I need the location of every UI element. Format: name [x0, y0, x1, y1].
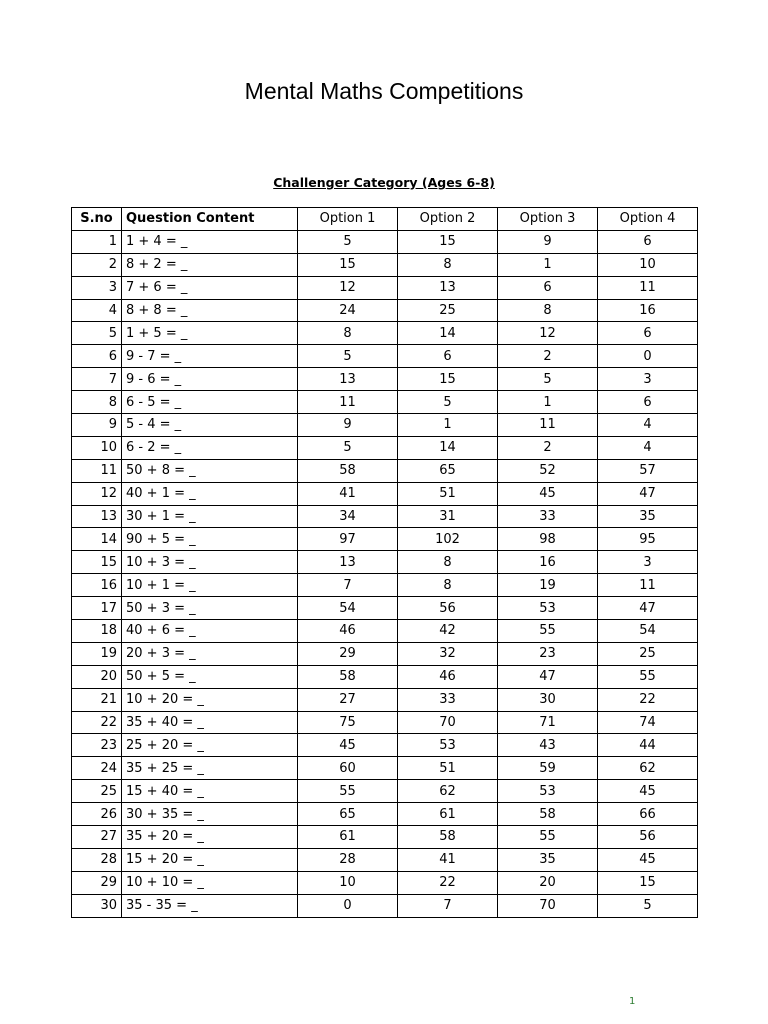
- cell-question: 50 + 3 = _: [122, 597, 298, 620]
- cell-option-2: 14: [398, 322, 498, 345]
- cell-option-4: 74: [598, 711, 698, 734]
- cell-sno: 23: [72, 734, 122, 757]
- cell-option-3: 53: [498, 597, 598, 620]
- cell-option-3: 45: [498, 482, 598, 505]
- cell-question: 35 + 20 = _: [122, 826, 298, 849]
- cell-option-3: 5: [498, 368, 598, 391]
- cell-option-1: 65: [298, 803, 398, 826]
- cell-sno: 7: [72, 368, 122, 391]
- cell-option-4: 25: [598, 642, 698, 665]
- cell-sno: 29: [72, 871, 122, 894]
- cell-option-1: 5: [298, 436, 398, 459]
- cell-option-4: 45: [598, 780, 698, 803]
- cell-option-2: 65: [398, 459, 498, 482]
- cell-option-3: 9: [498, 230, 598, 253]
- cell-option-1: 97: [298, 528, 398, 551]
- table-row: [72, 597, 698, 620]
- cell-question: 6 - 2 = _: [122, 436, 298, 459]
- cell-option-4: 47: [598, 482, 698, 505]
- document-title: Mental Maths Competitions: [244, 78, 524, 104]
- cell-option-4: 57: [598, 459, 698, 482]
- cell-sno: 15: [72, 551, 122, 574]
- cell-question: 20 + 3 = _: [122, 642, 298, 665]
- cell-option-1: 10: [298, 871, 398, 894]
- cell-option-3: 59: [498, 757, 598, 780]
- header-question-content: Question Content: [122, 208, 298, 231]
- cell-question: 30 + 1 = _: [122, 505, 298, 528]
- cell-question: 8 + 8 = _: [122, 299, 298, 322]
- cell-option-4: 5: [598, 894, 698, 917]
- table-row: [72, 757, 698, 780]
- cell-option-3: 23: [498, 642, 598, 665]
- cell-option-2: 7: [398, 894, 498, 917]
- table-row: [72, 711, 698, 734]
- cell-option-2: 31: [398, 505, 498, 528]
- cell-option-1: 27: [298, 688, 398, 711]
- cell-sno: 14: [72, 528, 122, 551]
- cell-option-4: 95: [598, 528, 698, 551]
- cell-option-4: 45: [598, 848, 698, 871]
- cell-option-2: 8: [398, 253, 498, 276]
- cell-option-2: 22: [398, 871, 498, 894]
- cell-option-2: 15: [398, 230, 498, 253]
- cell-sno: 3: [72, 276, 122, 299]
- cell-sno: 12: [72, 482, 122, 505]
- table-row: [72, 803, 698, 826]
- cell-question: 7 + 6 = _: [122, 276, 298, 299]
- cell-question: 40 + 1 = _: [122, 482, 298, 505]
- cell-option-3: 6: [498, 276, 598, 299]
- cell-option-1: 7: [298, 574, 398, 597]
- cell-option-1: 58: [298, 665, 398, 688]
- cell-option-2: 51: [398, 482, 498, 505]
- cell-question: 35 + 40 = _: [122, 711, 298, 734]
- cell-option-1: 28: [298, 848, 398, 871]
- cell-question: 5 - 4 = _: [122, 414, 298, 437]
- cell-option-4: 47: [598, 597, 698, 620]
- cell-option-4: 35: [598, 505, 698, 528]
- cell-option-2: 5: [398, 391, 498, 414]
- cell-option-4: 3: [598, 551, 698, 574]
- cell-sno: 10: [72, 436, 122, 459]
- table-row: [72, 391, 698, 414]
- table-row: [72, 230, 698, 253]
- cell-sno: 17: [72, 597, 122, 620]
- cell-question: 8 + 2 = _: [122, 253, 298, 276]
- cell-option-4: 16: [598, 299, 698, 322]
- cell-sno: 13: [72, 505, 122, 528]
- table-row: [72, 642, 698, 665]
- cell-option-1: 5: [298, 230, 398, 253]
- cell-option-3: 11: [498, 414, 598, 437]
- cell-option-4: 44: [598, 734, 698, 757]
- cell-option-4: 10: [598, 253, 698, 276]
- cell-option-1: 29: [298, 642, 398, 665]
- cell-option-1: 5: [298, 345, 398, 368]
- cell-option-1: 15: [298, 253, 398, 276]
- table-row: [72, 345, 698, 368]
- table-row: [72, 894, 698, 917]
- table-row: [72, 780, 698, 803]
- cell-option-2: 62: [398, 780, 498, 803]
- cell-option-3: 52: [498, 459, 598, 482]
- cell-option-1: 13: [298, 368, 398, 391]
- page-number: 1: [629, 996, 636, 1007]
- table-row: [72, 734, 698, 757]
- cell-question: 10 + 3 = _: [122, 551, 298, 574]
- table-row: [72, 253, 698, 276]
- table-row: [72, 276, 698, 299]
- table-row: [72, 871, 698, 894]
- cell-option-4: 55: [598, 665, 698, 688]
- cell-option-3: 43: [498, 734, 598, 757]
- table-row: [72, 528, 698, 551]
- cell-sno: 2: [72, 253, 122, 276]
- cell-question: 9 - 6 = _: [122, 368, 298, 391]
- cell-option-1: 46: [298, 620, 398, 643]
- cell-question: 40 + 6 = _: [122, 620, 298, 643]
- header-option-3: Option 3: [498, 208, 598, 231]
- cell-sno: 5: [72, 322, 122, 345]
- cell-question: 1 + 4 = _: [122, 230, 298, 253]
- cell-option-2: 1: [398, 414, 498, 437]
- table-row: [72, 620, 698, 643]
- cell-option-4: 0: [598, 345, 698, 368]
- header-option-4: Option 4: [598, 208, 698, 231]
- cell-option-2: 58: [398, 826, 498, 849]
- cell-option-3: 70: [498, 894, 598, 917]
- cell-option-1: 55: [298, 780, 398, 803]
- cell-sno: 28: [72, 848, 122, 871]
- cell-sno: 25: [72, 780, 122, 803]
- cell-question: 6 - 5 = _: [122, 391, 298, 414]
- table-row: [72, 688, 698, 711]
- cell-option-4: 66: [598, 803, 698, 826]
- table-row: [72, 482, 698, 505]
- cell-question: 15 + 20 = _: [122, 848, 298, 871]
- table-row: [72, 665, 698, 688]
- cell-question: 9 - 7 = _: [122, 345, 298, 368]
- cell-option-3: 12: [498, 322, 598, 345]
- cell-option-2: 6: [398, 345, 498, 368]
- cell-sno: 26: [72, 803, 122, 826]
- table-row: [72, 826, 698, 849]
- cell-sno: 6: [72, 345, 122, 368]
- cell-option-3: 2: [498, 345, 598, 368]
- cell-sno: 8: [72, 391, 122, 414]
- table-body: [72, 230, 698, 917]
- table-row: [72, 459, 698, 482]
- cell-option-1: 45: [298, 734, 398, 757]
- cell-question: 50 + 5 = _: [122, 665, 298, 688]
- cell-question: 10 + 1 = _: [122, 574, 298, 597]
- cell-option-2: 56: [398, 597, 498, 620]
- table-header-row: [72, 208, 698, 231]
- cell-option-2: 53: [398, 734, 498, 757]
- cell-option-1: 60: [298, 757, 398, 780]
- cell-option-2: 14: [398, 436, 498, 459]
- cell-option-4: 15: [598, 871, 698, 894]
- header-option-2: Option 2: [398, 208, 498, 231]
- cell-option-4: 6: [598, 322, 698, 345]
- cell-option-2: 15: [398, 368, 498, 391]
- cell-option-1: 58: [298, 459, 398, 482]
- table-row: [72, 505, 698, 528]
- cell-option-1: 0: [298, 894, 398, 917]
- questions-table: [71, 207, 698, 918]
- cell-option-1: 61: [298, 826, 398, 849]
- cell-option-3: 33: [498, 505, 598, 528]
- cell-option-3: 47: [498, 665, 598, 688]
- category-subtitle: Challenger Category (Ages 6-8): [273, 175, 495, 190]
- cell-option-2: 42: [398, 620, 498, 643]
- cell-sno: 11: [72, 459, 122, 482]
- cell-question: 1 + 5 = _: [122, 322, 298, 345]
- table-row: [72, 368, 698, 391]
- cell-option-1: 41: [298, 482, 398, 505]
- cell-sno: 20: [72, 665, 122, 688]
- cell-option-4: 54: [598, 620, 698, 643]
- cell-option-2: 25: [398, 299, 498, 322]
- header-option-1: Option 1: [298, 208, 398, 231]
- cell-option-1: 54: [298, 597, 398, 620]
- cell-question: 90 + 5 = _: [122, 528, 298, 551]
- cell-question: 35 + 25 = _: [122, 757, 298, 780]
- cell-option-2: 102: [398, 528, 498, 551]
- cell-option-4: 62: [598, 757, 698, 780]
- cell-option-3: 8: [498, 299, 598, 322]
- table-row: [72, 299, 698, 322]
- table-row: [72, 574, 698, 597]
- cell-question: 30 + 35 = _: [122, 803, 298, 826]
- cell-option-1: 34: [298, 505, 398, 528]
- cell-question: 25 + 20 = _: [122, 734, 298, 757]
- cell-option-4: 6: [598, 391, 698, 414]
- cell-option-4: 22: [598, 688, 698, 711]
- table-row: [72, 414, 698, 437]
- cell-option-2: 8: [398, 551, 498, 574]
- cell-option-3: 1: [498, 391, 598, 414]
- cell-option-2: 70: [398, 711, 498, 734]
- header-sno: S.no: [72, 208, 122, 231]
- cell-sno: 27: [72, 826, 122, 849]
- cell-option-2: 8: [398, 574, 498, 597]
- cell-option-2: 13: [398, 276, 498, 299]
- cell-sno: 16: [72, 574, 122, 597]
- cell-option-4: 56: [598, 826, 698, 849]
- cell-sno: 19: [72, 642, 122, 665]
- cell-option-3: 35: [498, 848, 598, 871]
- cell-option-3: 55: [498, 620, 598, 643]
- cell-option-3: 98: [498, 528, 598, 551]
- cell-sno: 4: [72, 299, 122, 322]
- cell-option-3: 58: [498, 803, 598, 826]
- cell-option-1: 8: [298, 322, 398, 345]
- cell-option-2: 41: [398, 848, 498, 871]
- cell-option-2: 32: [398, 642, 498, 665]
- cell-option-3: 55: [498, 826, 598, 849]
- cell-option-1: 75: [298, 711, 398, 734]
- cell-option-4: 6: [598, 230, 698, 253]
- cell-option-1: 9: [298, 414, 398, 437]
- table-row: [72, 436, 698, 459]
- cell-option-4: 3: [598, 368, 698, 391]
- cell-option-3: 1: [498, 253, 598, 276]
- cell-option-3: 53: [498, 780, 598, 803]
- cell-sno: 18: [72, 620, 122, 643]
- table-row: [72, 848, 698, 871]
- cell-question: 10 + 20 = _: [122, 688, 298, 711]
- cell-option-4: 11: [598, 574, 698, 597]
- cell-option-3: 2: [498, 436, 598, 459]
- cell-question: 35 - 35 = _: [122, 894, 298, 917]
- cell-option-2: 51: [398, 757, 498, 780]
- cell-option-3: 20: [498, 871, 598, 894]
- cell-option-3: 16: [498, 551, 598, 574]
- cell-option-1: 13: [298, 551, 398, 574]
- table-row: [72, 322, 698, 345]
- cell-option-2: 33: [398, 688, 498, 711]
- cell-sno: 21: [72, 688, 122, 711]
- cell-sno: 24: [72, 757, 122, 780]
- cell-option-3: 30: [498, 688, 598, 711]
- cell-sno: 1: [72, 230, 122, 253]
- cell-option-4: 4: [598, 414, 698, 437]
- cell-option-2: 46: [398, 665, 498, 688]
- cell-question: 10 + 10 = _: [122, 871, 298, 894]
- table-row: [72, 551, 698, 574]
- cell-option-1: 24: [298, 299, 398, 322]
- cell-option-3: 19: [498, 574, 598, 597]
- cell-question: 15 + 40 = _: [122, 780, 298, 803]
- cell-option-1: 11: [298, 391, 398, 414]
- cell-option-2: 61: [398, 803, 498, 826]
- cell-option-3: 71: [498, 711, 598, 734]
- cell-sno: 9: [72, 414, 122, 437]
- cell-option-4: 4: [598, 436, 698, 459]
- cell-sno: 22: [72, 711, 122, 734]
- cell-option-1: 12: [298, 276, 398, 299]
- cell-sno: 30: [72, 894, 122, 917]
- cell-question: 50 + 8 = _: [122, 459, 298, 482]
- cell-option-4: 11: [598, 276, 698, 299]
